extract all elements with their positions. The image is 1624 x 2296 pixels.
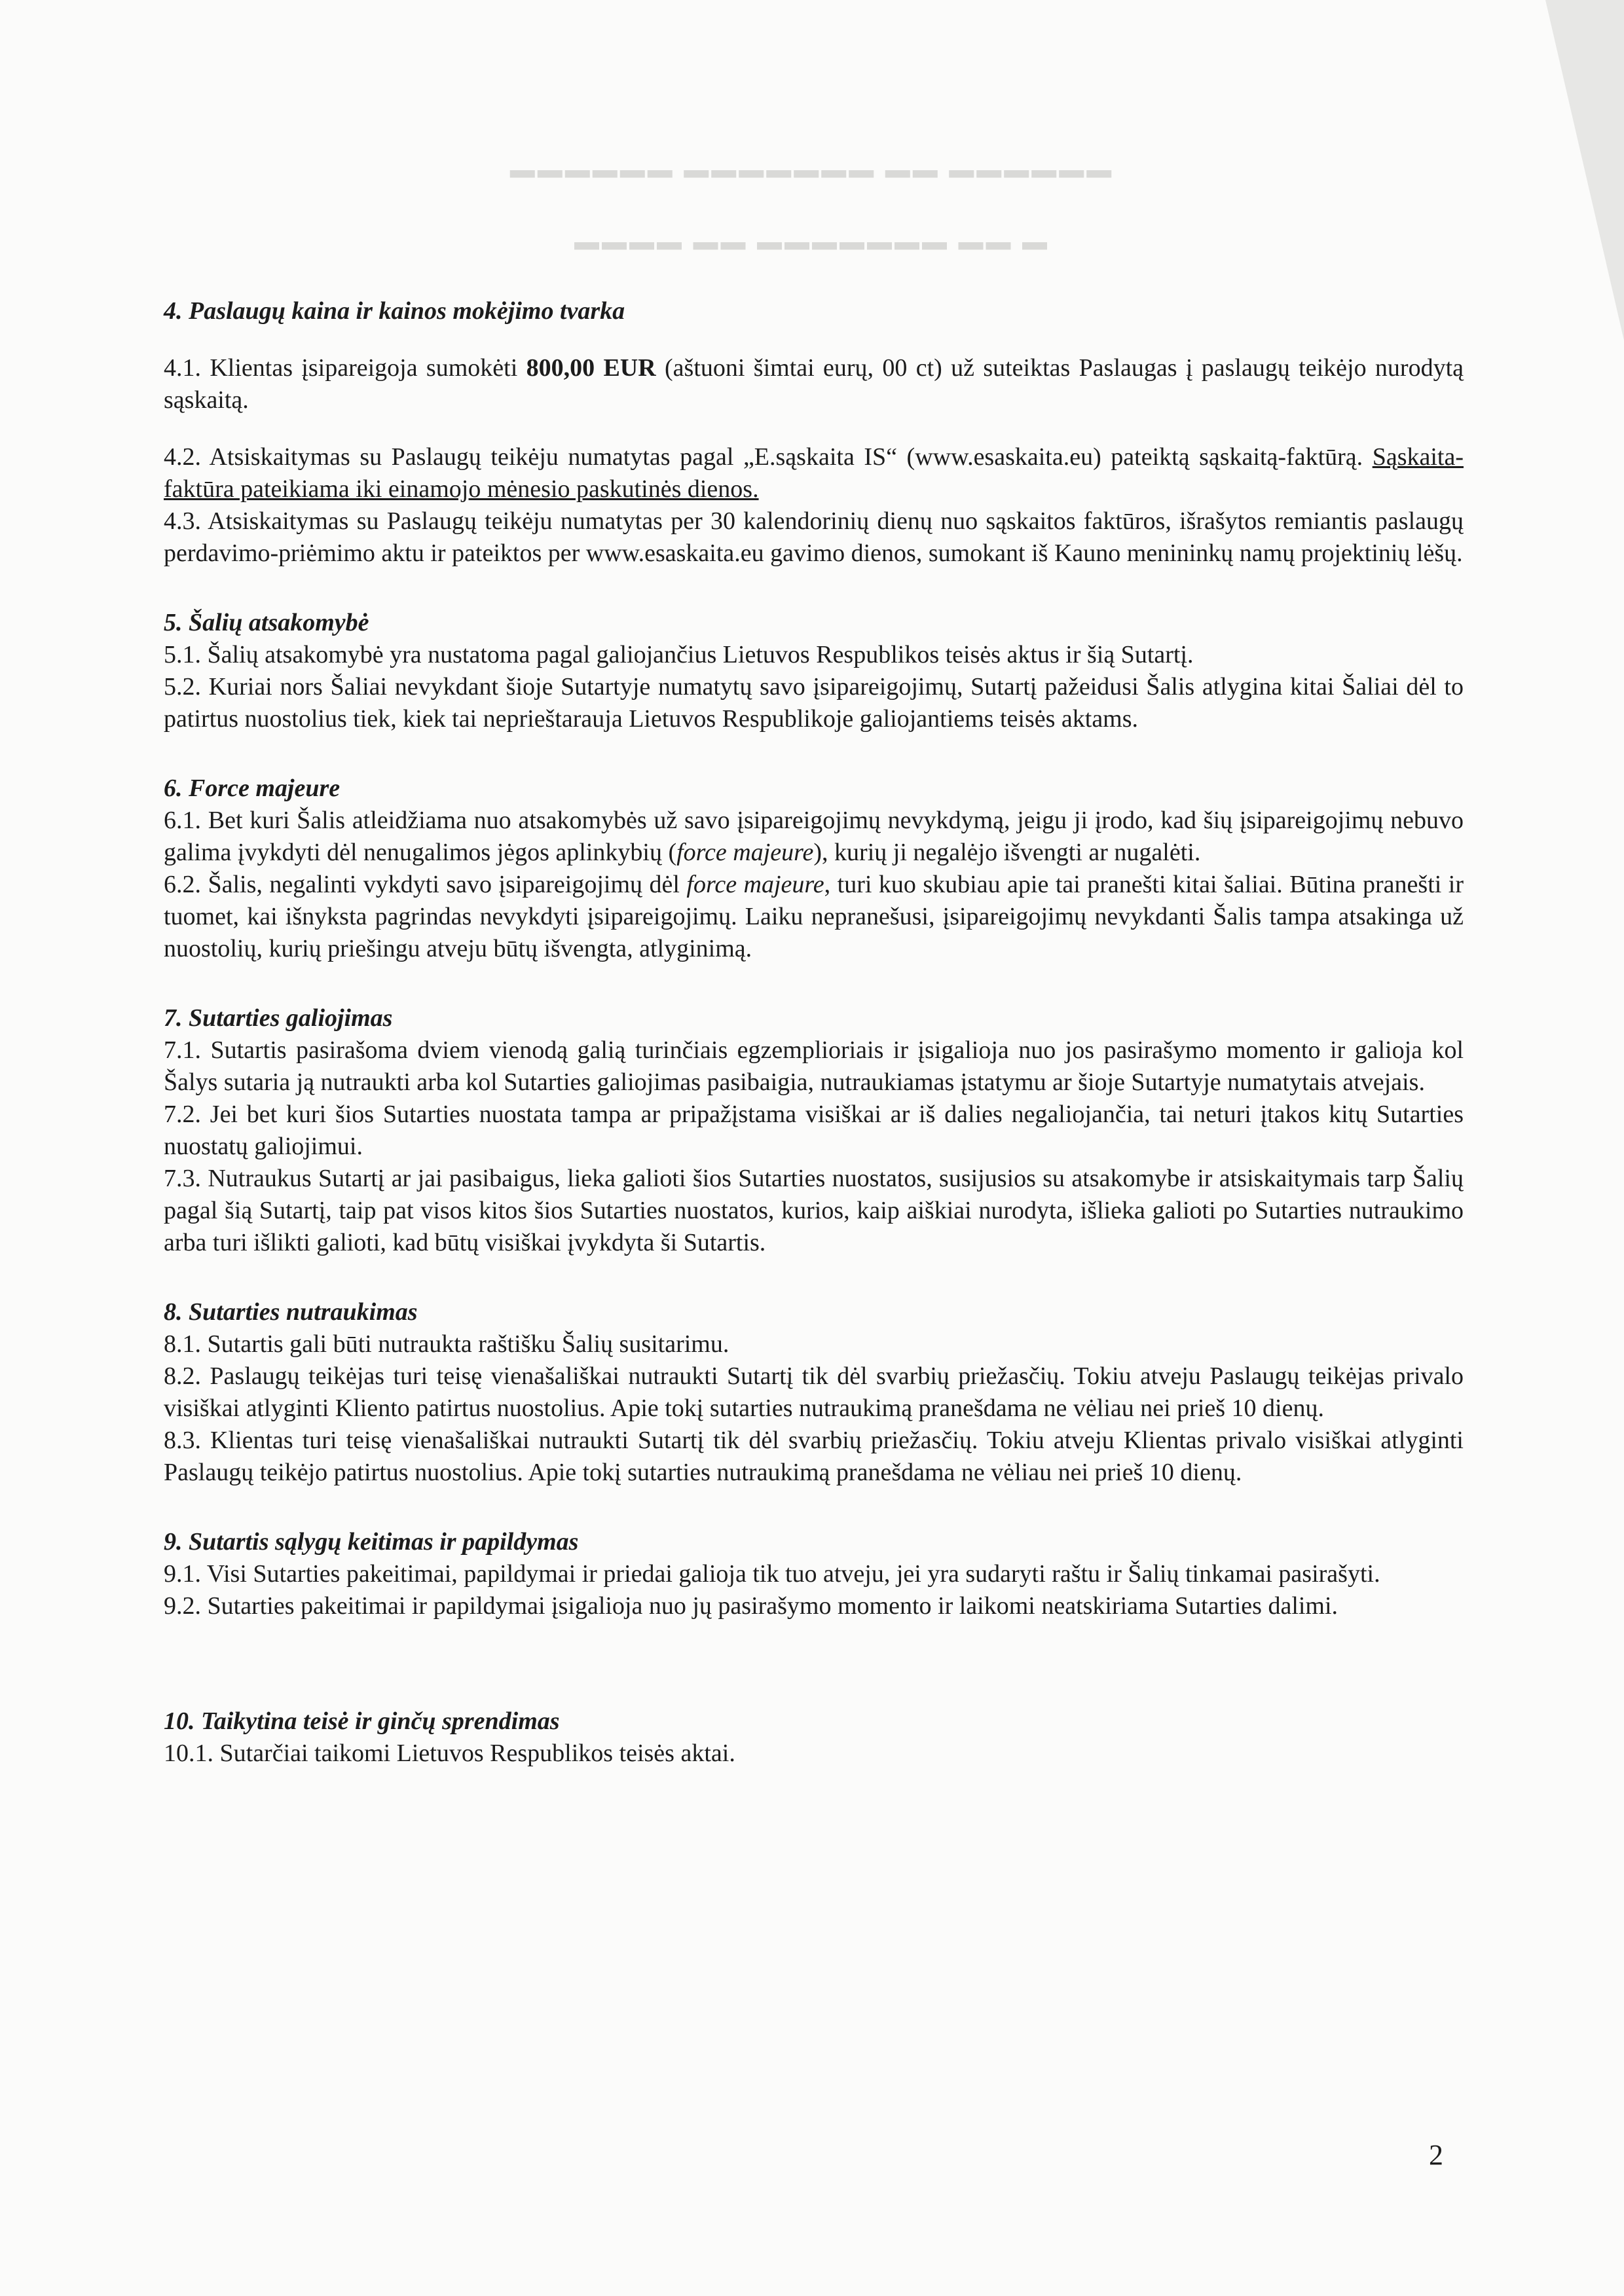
clause-8-3: 8.3. Klientas turi teisę vienašališkai nutraukti Sutartį tik dėl svarbių priežasčių. Tokiu atveju Klientas privalo visiškai atlyginti Paslaugų teikėjo patirtus nuostolius. Apie tokį sutarties nutraukimą pranešdama ne vėliau nei prieš 10 dienų. <box>164 1427 1464 1486</box>
page-number: 2 <box>1429 2139 1443 2171</box>
clause-6-2 <box>164 869 1464 965</box>
section-9-heading: 9. Sutartis sąlygų keitimas ir papildymas <box>164 1528 579 1556</box>
section-10-heading: 10. Taikytina teisė ir ginčų sprendimas <box>164 1707 560 1735</box>
clause-10-1: 10.1. Sutarčiai taikomi Lietuvos Respublikos teisės aktai. <box>164 1740 735 1767</box>
clause-5-2: 5.2. Kuriai nors Šaliai nevykdant šioje Sutartyje numatytų savo įsipareigojimų, Sutartį pažeidusi Šalis atlygina kitai Šaliai dėl to patirtus nuostolius tiek, kiek tai neprieštarauja Lietuvos Respublikoje galiojantiems teisės aktams. <box>164 673 1464 733</box>
clause-4-2-underlined: Sąskaita-faktūra pateikiama iki einamojo mėnesio paskutinės dienos. <box>164 443 1464 503</box>
clause-9-2: 9.2. Sutarties pakeitimai ir papildymai įsigalioja nuo jų pasirašymo momento ir laikomi neatskiriama Sutarties dalimi. <box>164 1592 1338 1620</box>
clause-4-1-text: 4.1. Klientas įsipareigoja sumokėti <box>164 354 526 382</box>
clause-4-2-text: 4.2. Atsiskaitymas su Paslaugų teikėju numatytas pagal „E.sąskaita IS“ (www.esaskaita.eu) pateiktą sąskaitą-faktūrą. <box>164 443 1373 471</box>
clause-6-1 <box>164 805 1464 869</box>
clause-7-2: 7.2. Jei bet kuri šios Sutarties nuostata tampa ar pripažįstama visiškai ar iš dalies negaliojančia, tai neturi įtakos kitų Sutarties nuostatų galiojimui. <box>164 1101 1464 1160</box>
clause-8-2: 8.2. Paslaugų teikėjas turi teisę vienašališkai nutraukti Sutartį tik dėl svarbių priežasčių. Tokiu atveju Paslaugų teikėjas privalo visiškai atlyginti Kliento patirtus nuostolius. Apie tokį sutarties nutraukimą pranešdama ne vėliau nei prieš 10 dienų. <box>164 1362 1464 1422</box>
clause-6-2-text: 6.2. Šalis, negalinti vykdyti savo įsipareigojimų dėl <box>164 871 687 898</box>
clause-4-2 <box>164 441 1464 505</box>
clause-4-3: 4.3. Atsiskaitymas su Paslaugų teikėju numatytas per 30 kalendorinių dienų nuo sąskaitos faktūros, išrašytos remiantis paslaugų perdavimo-priėmimo aktu ir pateiktos per www.esaskaita.eu gavimo dienos, sumokant iš Kauno menininkų namų projektinių lėšų. <box>164 507 1464 567</box>
clause-8-1: 8.1. Sutartis gali būti nutraukta raštišku Šalių susitarimu. <box>164 1330 729 1358</box>
section-5-heading: 5. Šalių atsakomybė <box>164 609 369 636</box>
clause-6-1-italic: force majeure <box>676 839 814 866</box>
clause-6-2-text-end: , turi kuo skubiau apie tai pranešti kitai šaliai. Būtina pranešti ir tuomet, kai išnyksta pagrindas nevykdyti įsipareigojimų. Laiku nepranešusi, įsipareigojimų nevykdanti Šalis tampa atsakinga už nuostolių, kurių priešingu atveju būtų išvengta, atlyginimą. <box>164 871 1464 962</box>
clause-4-1-text-end: (aštuoni šimtai eurų, 00 ct) už suteiktas Paslaugas į paslaugų teikėjo nurodytą sąskaitą. <box>164 354 1464 414</box>
clause-6-2-italic: force majeure <box>686 871 824 898</box>
section-8-heading: 8. Sutarties nutraukimas <box>164 1298 418 1326</box>
amount: 800,00 EUR <box>526 354 656 382</box>
bleed-through-text: ▬▬▬▬▬▬ ▬▬▬▬▬▬▬ ▬▬ ▬▬▬▬▬▬ <box>509 164 1115 192</box>
clause-4-1 <box>164 352 1464 416</box>
section-4-heading: 4. Paslaugų kaina ir kainos mokėjimo tvarka <box>164 297 625 325</box>
clause-9-1: 9.1. Visi Sutarties pakeitimai, papildymai ir priedai galioja tik tuo atveju, jei yra sudaryti raštu ir Šalių tinkamai pasirašyti. <box>164 1560 1380 1588</box>
bleed-through-text: ▬▬▬▬ ▬▬ ▬▬▬▬▬▬▬ ▬▬ ▬ <box>574 236 1050 264</box>
section-7-heading: 7. Sutarties galiojimas <box>164 1004 393 1032</box>
clause-7-1: 7.1. Sutartis pasirašoma dviem vienodą galią turinčiais egzemplioriais ir įsigalioja nuo jos pasirašymo momento ir galioja kol Šalys sutaria ją nutraukti arba kol Sutarties galiojimas pasibaigia, nutraukiamas įstatymu ar šioje Sutartyje numatytais atvejais. <box>164 1036 1464 1096</box>
document-page <box>164 295 1464 1770</box>
clause-6-1-text-end: ), kurių ji negalėjo išvengti ar nugalėti. <box>813 839 1201 866</box>
clause-7-3: 7.3. Nutraukus Sutartį ar jai pasibaigus, lieka galioti šios Sutarties nuostatos, susijusios su atsakomybe ir atsiskaitymais tarp Šalių pagal šią Sutartį, taip pat visos kitos šios Sutarties nuostatos, kurios, kaip aiškiai nurodyta, išlieka galioti po Sutarties nutraukimo arba turi išlikti galioti, kad būtų visiškai įvykdyta ši Sutartis. <box>164 1165 1464 1256</box>
section-6-heading: 6. Force majeure <box>164 774 341 802</box>
clause-5-1: 5.1. Šalių atsakomybė yra nustatoma pagal galiojančius Lietuvos Respublikos teisės aktus ir šią Sutartį. <box>164 641 1194 668</box>
clause-6-1-text: 6.1. Bet kuri Šalis atleidžiama nuo atsakomybės už savo įsipareigojimų nevykdymą, jeigu ji įrodo, kad šių įsipareigojimų nebuvo galima įvykdyti dėl nenugalimos jėgos aplinkybių ( <box>164 807 1464 866</box>
